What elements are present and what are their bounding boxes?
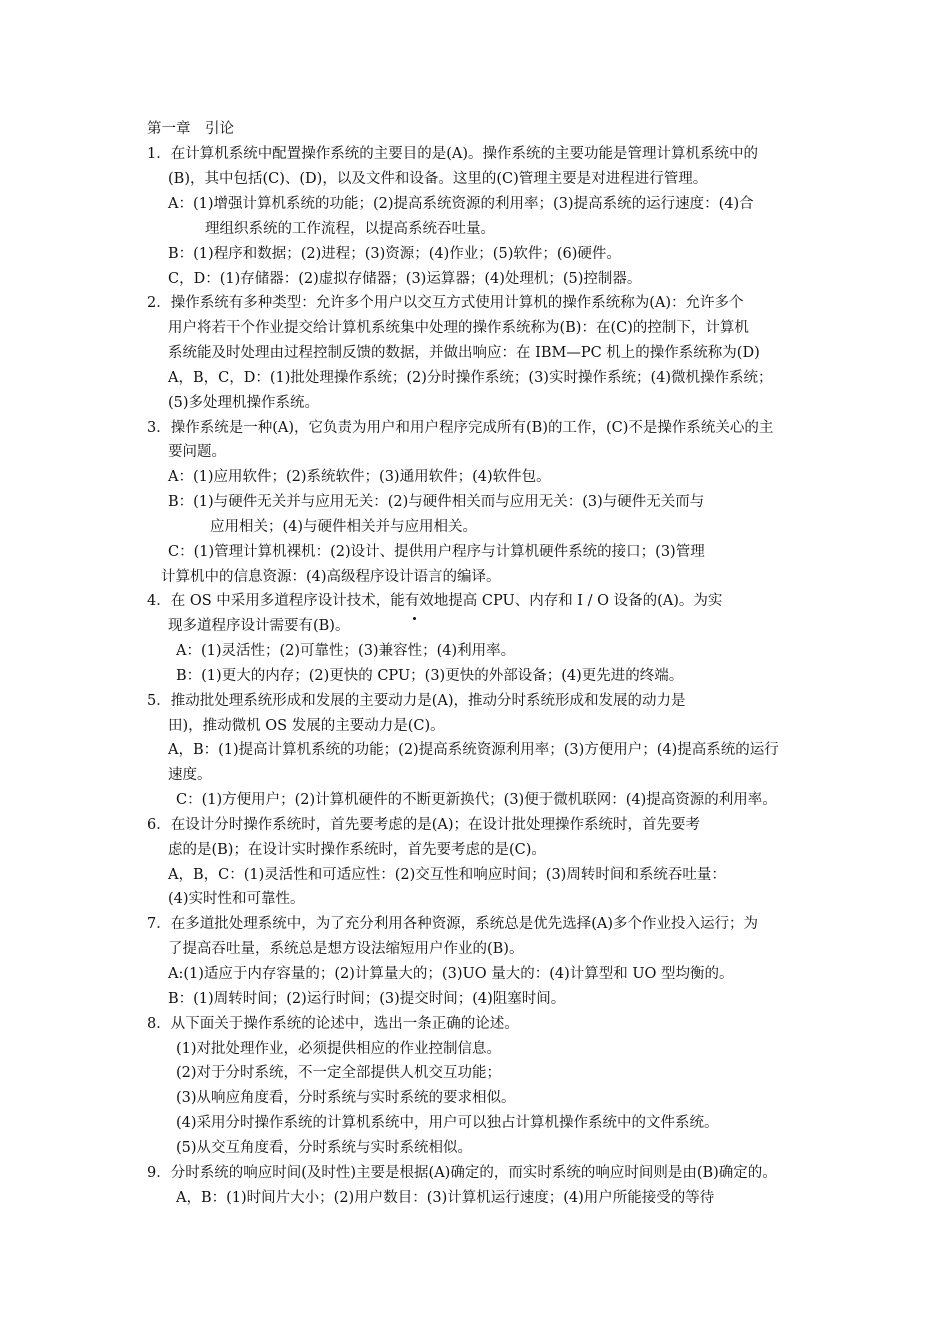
text-line: 用户将若干个作业提交给计算机系统集中处理的操作系统称为(B)：在(C)的控制下，计算机 <box>168 320 749 336</box>
text-line: (4)实时性和可靠性。 <box>168 891 305 907</box>
question-line: 5．推动批处理系统形成和发展的主要动力是(A)，推动分时系统形成和发展的动力是 <box>147 693 686 709</box>
option-line: B：(1)程序和数据；(2)进程；(3)资源；(4)作业；(5)软件；(6)硬件。 <box>168 246 621 262</box>
text-line: 现多道程序设计需要有(B)。 <box>168 618 350 634</box>
text-line: 应用相关；(4)与硬件相关并与应用相关。 <box>210 519 478 535</box>
text-line: 理组织系统的工作流程，以提高系统吞吐量。 <box>205 221 495 237</box>
option-line: A：(1)灵活性；(2)可靠性；(3)兼容性；(4)利用率。 <box>176 643 516 659</box>
option-line: C，D：(1)存储器：(2)虚拟存储器；(3)运算器；(4)处理机；(5)控制器。 <box>168 271 642 287</box>
text-line: (B)，其中包括(C)、(D)，以及文件和设备。这里的(C)管理主要是对进程进行管理。 <box>168 171 708 187</box>
question-line: 2．操作系统有多种类型：允许多个用户以交互方式使用计算机的操作系统称为(A)：允许多个 <box>147 295 744 311</box>
text-line: (5)多处理机操作系统。 <box>168 395 320 411</box>
option-line: (5)从交互角度看，分时系统与实时系统相似。 <box>176 1140 473 1156</box>
question-line: 4．在 OS 中采用多道程序设计技术，能有效地提高 CPU、内存和 I / O 设备的(A)。为实 <box>147 593 723 609</box>
question-line: 6．在设计分时操作系统时，首先要考虑的是(A)；在设计批处理操作系统时，首先要考 <box>147 817 701 833</box>
text-line: 系统能及时处理由过程控制反馈的数据，并做出响应：在 IBM—PC 机上的操作系统称为(D) <box>168 345 760 361</box>
text-line: 速度。 <box>168 767 212 783</box>
text-line: 田)，推动微机 OS 发展的主要动力是(C)。 <box>168 718 445 734</box>
option-line: A，B，C，D：(1)批处理操作系统；(2)分时操作系统；(3)实时操作系统；(4)微机操作系统； <box>168 370 773 386</box>
question-line: 8．从下面关于操作系统的论述中，选出一条正确的论述。 <box>147 1016 519 1032</box>
option-line: A：(1)应用软件；(2)系统软件；(3)通用软件；(4)软件包。 <box>168 469 551 485</box>
stray-dot <box>413 617 416 620</box>
option-line: B：(1)更大的内存；(2)更快的 CPU；(3)更快的外部设备；(4)更先进的终端。 <box>176 668 684 684</box>
option-line: A，B，C：(1)灵活性和可适应性：(2)交互性和响应时间；(3)周转时间和系统吞吐量： <box>168 867 726 883</box>
option-line: A，B：(1)时间片大小；(2)用户数目：(3)计算机运行速度；(4)用户所能接受的等待 <box>176 1190 715 1206</box>
text-line: 要问题。 <box>168 444 226 460</box>
option-line: A：(1)增强计算机系统的功能；(2)提高系统资源的利用率；(3)提高系统的运行速度：(4)合 <box>168 196 754 212</box>
option-line: A:(1)适应于内存容量的；(2)计算量大的；(3)UO 量大的：(4)计算型和 UO 型均衡的。 <box>168 966 734 982</box>
option-line: B：(1)周转时间；(2)运行时间；(3)提交时间；(4)阻塞时间。 <box>168 991 566 1007</box>
option-line: (3)从响应角度看，分时系统与实时系统的要求相似。 <box>176 1090 516 1106</box>
chapter-heading: 第一章 引论 <box>147 121 234 137</box>
question-line: 9．分时系统的响应时间(及时性)主要是根据(A)确定的，而实时系统的响应时间则是由(B)确定的。 <box>147 1165 777 1181</box>
option-line: A，B：(1)提高计算机系统的功能；(2)提高系统资源利用率；(3)方便用户；(4)提高系统的运行 <box>168 742 779 758</box>
text-line: 虑的是(B)；在设计实时操作系统时，首先要考虑的是(C)。 <box>168 842 546 858</box>
question-line: 1．在计算机系统中配置操作系统的主要目的是(A)。操作系统的主要功能是管理计算机系统中的 <box>147 146 759 162</box>
option-line: (2)对于分时系统，不一定全部提供人机交互功能； <box>176 1065 502 1081</box>
option-line: B：(1)与硬件无关并与应用无关：(2)与硬件相关而与应用无关：(3)与硬件无关而与 <box>168 494 705 510</box>
option-line: (4)采用分时操作系统的计算机系统中，用户可以独占计算机操作系统中的文件系统。 <box>176 1115 719 1131</box>
question-line: 3．操作系统是一种(A)，它负责为用户和用户程序完成所有(B)的工作，(C)不是操作系统关心的主 <box>147 420 774 436</box>
option-line: (1)对批处理作业，必须提供相应的作业控制信息。 <box>176 1041 502 1057</box>
question-line: 7．在多道批处理系统中，为了充分利用各种资源，系统总是优先选择(A)多个作业投入运行；为 <box>147 916 759 932</box>
option-line: C：(1)方便用户；(2)计算机硬件的不断更新换代；(3)便于微机联网：(4)提高资源的利用率。 <box>176 792 777 808</box>
option-line: C：(1)管理计算机裸机：(2)设计、提供用户程序与计算机硬件系统的接口；(3)管理 <box>168 544 705 560</box>
text-line: 计算机中的信息资源：(4)高级程序设计语言的编译。 <box>161 569 501 585</box>
text-line: 了提高吞吐量，系统总是想方设法缩短用户作业的(B)。 <box>168 941 524 957</box>
